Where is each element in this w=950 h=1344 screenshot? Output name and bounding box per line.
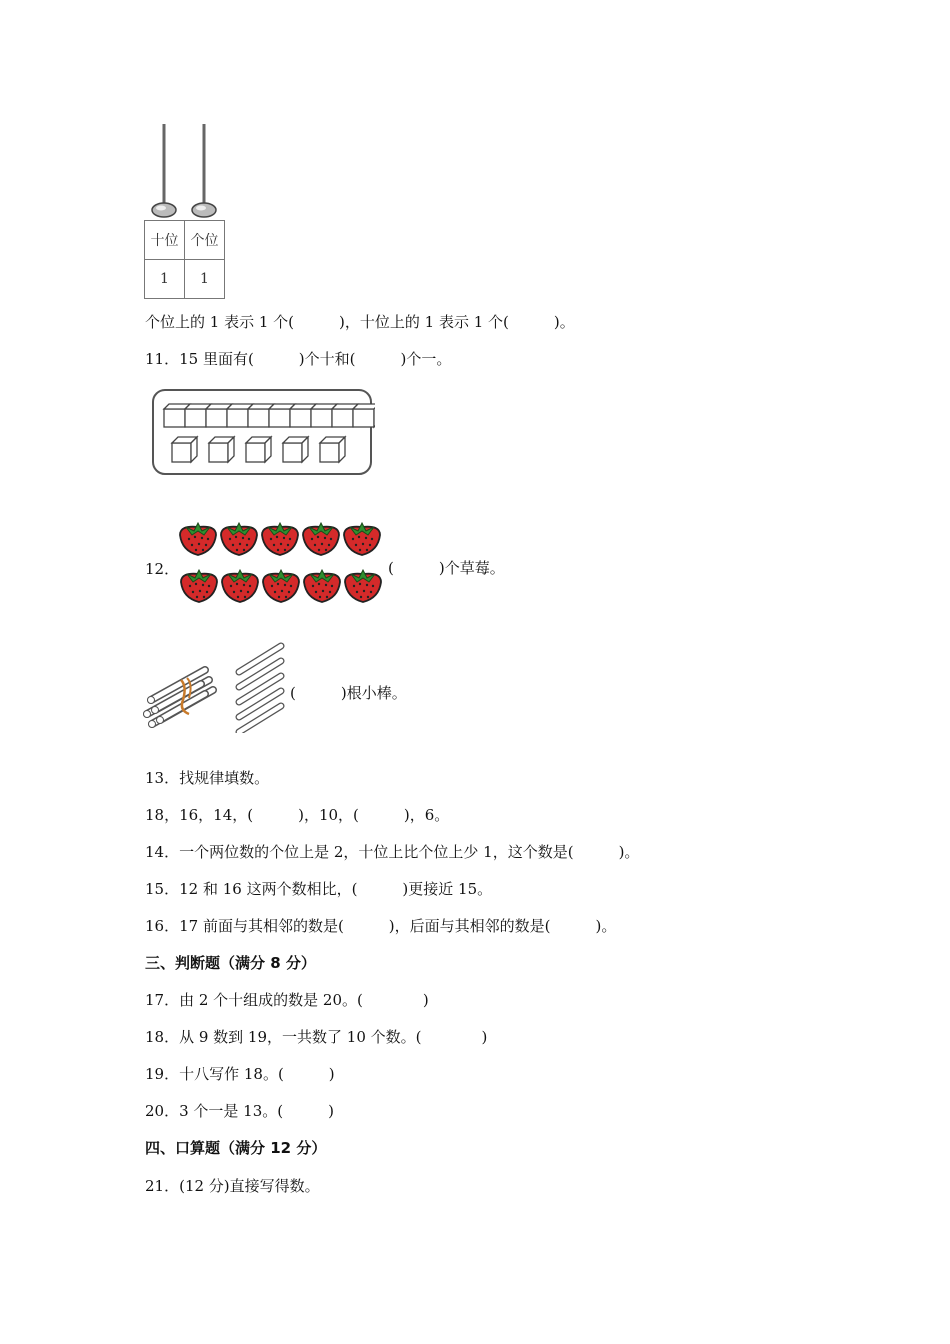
unit-cube [320, 437, 345, 462]
unit-cube [246, 437, 271, 462]
question-10-text: 个位上的 1 表示 1 个( )，十位上的 1 表示 1 个( )。 [145, 313, 575, 331]
place-value-table [144, 220, 225, 299]
section-3-heading: 三、判断题（满分 8 分） [145, 954, 316, 972]
question-21: 21．(12 分)直接写得数。 [145, 1177, 320, 1195]
ten-rod [164, 404, 375, 427]
unit-cube [172, 437, 197, 462]
strawberry [222, 570, 258, 602]
strawberry [344, 523, 380, 555]
tens-value: 1 [145, 260, 185, 299]
strawberry-answer: ( )个草莓。 [388, 559, 505, 577]
strawberry-drawing [178, 515, 388, 607]
base-ten-blocks-drawing [150, 387, 375, 477]
tens-header: 十位 [145, 221, 185, 260]
sticks-figure [143, 628, 293, 737]
question-16: 16．17 前面与其相邻的数是( )，后面与其相邻的数是( )。 [145, 917, 617, 935]
strawberry [263, 570, 299, 602]
question-12-number: 12． [145, 560, 180, 578]
unit-cube [209, 437, 234, 462]
question-11: 11．15 里面有( )个十和( )个一。 [145, 350, 452, 368]
ones-value: 1 [185, 260, 225, 299]
unit-cube [283, 437, 308, 462]
question-13-title: 13．找规律填数。 [145, 769, 270, 787]
strawberry [345, 570, 381, 602]
abacus-rods [140, 120, 230, 220]
question-20: 20．3 个一是 13。( ) [145, 1102, 334, 1120]
stick-bundle [144, 670, 214, 728]
sticks-drawing [143, 628, 293, 733]
strawberry-group [178, 515, 388, 611]
loose-sticks [239, 646, 281, 732]
strawberry [181, 570, 217, 602]
question-13-sequence: 18，16，14，( )，10，( )，6。 [145, 806, 450, 824]
abacus-figure [140, 120, 230, 300]
strawberry [221, 523, 257, 555]
question-19: 19．十八写作 18。( ) [145, 1065, 335, 1083]
strawberry [262, 523, 298, 555]
strawberry [304, 570, 340, 602]
sticks-answer: ( )根小棒。 [290, 684, 407, 702]
section-4-heading: 四、口算题（满分 12 分） [145, 1139, 327, 1157]
question-15: 15．12 和 16 这两个数相比，( )更接近 15。 [145, 880, 493, 898]
question-17: 17．由 2 个十组成的数是 20。( ) [145, 991, 429, 1009]
ones-header: 个位 [185, 221, 225, 260]
question-14: 14．一个两位数的个位上是 2，十位上比个位上少 1，这个数是( )。 [145, 843, 640, 861]
base-ten-blocks [150, 387, 375, 481]
strawberry [180, 523, 216, 555]
question-18: 18．从 9 数到 19，一共数了 10 个数。( ) [145, 1028, 488, 1046]
strawberry [303, 523, 339, 555]
